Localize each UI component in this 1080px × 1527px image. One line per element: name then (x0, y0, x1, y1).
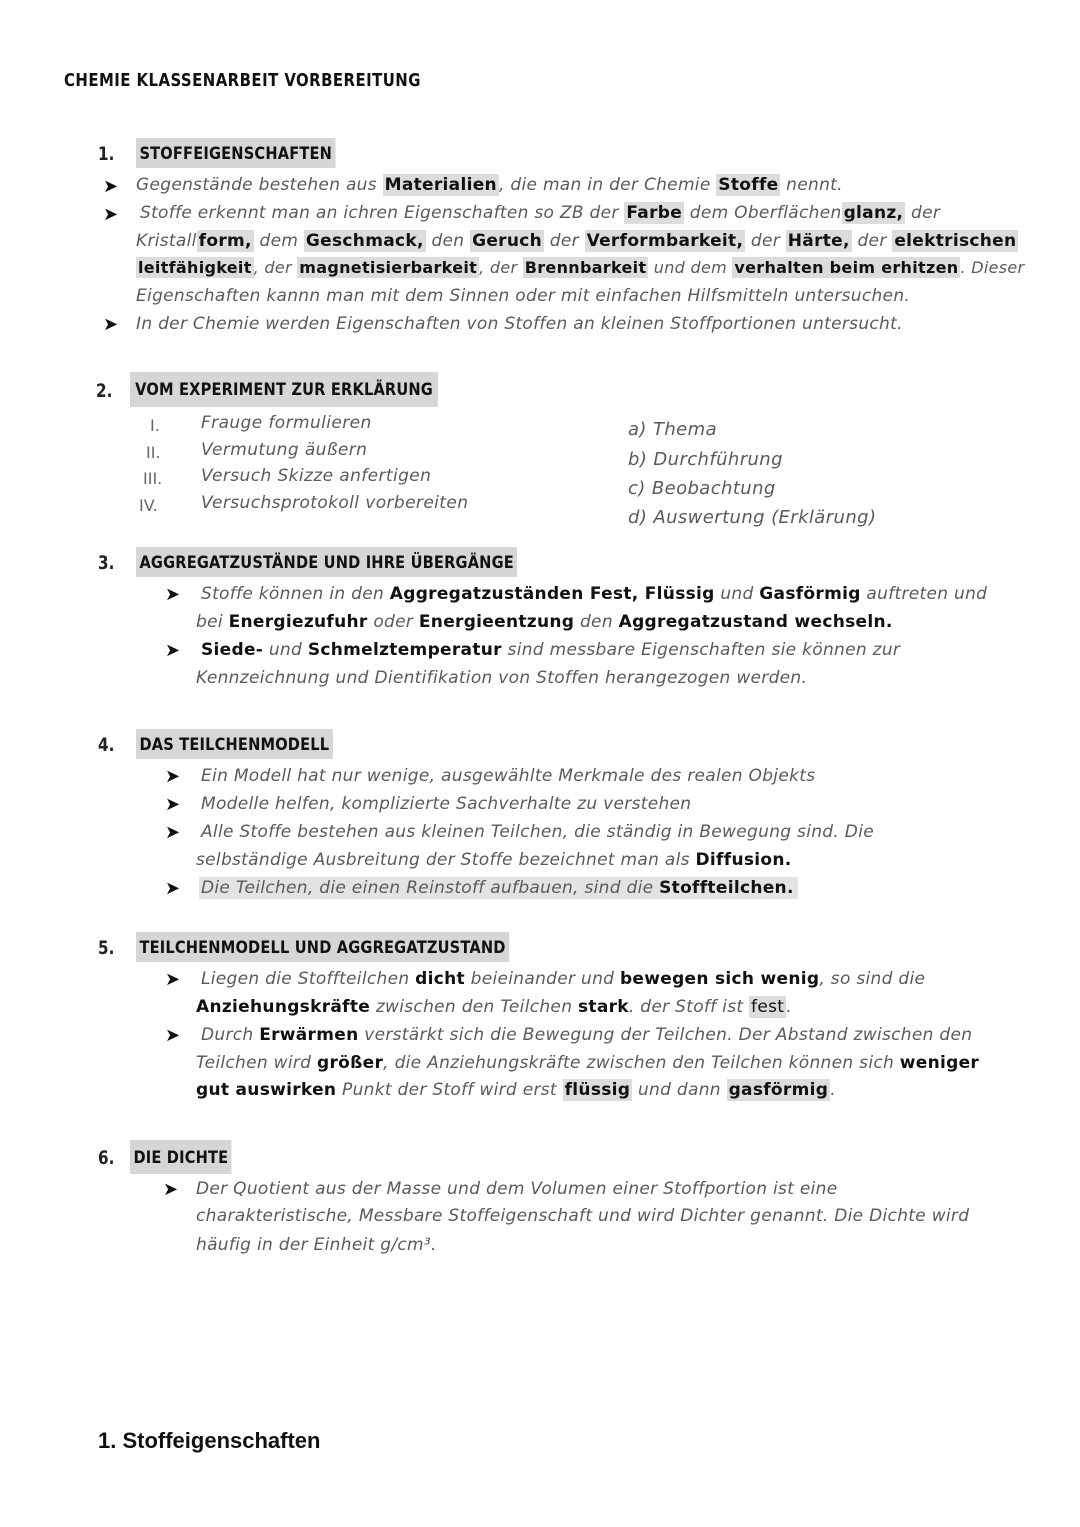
highlighted-text-line: Die Teilchen, die einen Reinstoff aufbauen, sind die Stoffteilchen. (199, 877, 798, 899)
bullet-arrow-icon: ➤ (165, 584, 181, 605)
bullet-arrow-icon: ➤ (165, 878, 181, 899)
text-line: Modelle helfen, komplizierte Sachverhalte zu verstehen (201, 794, 692, 814)
section-number: 5. (98, 937, 115, 959)
bullet-arrow-icon: ➤ (165, 822, 181, 843)
text-line: leitfähigkeit , der magnetisierbarkeit , der Brennbarkeit und dem verhalten beim erhitzen . Dieser (138, 258, 1025, 277)
text-line: Eigenschaften kannn man mit dem Sinnen oder mit einfachen Hilfsmitteln untersuchen. (136, 286, 911, 306)
list-number: II. (146, 443, 161, 462)
section-title: DAS TEILCHENMODELL (136, 729, 333, 759)
bullet-arrow-icon: ➤ (165, 766, 181, 787)
text-line: Kennzeichnung und Dientifikation von Stoffen herangezogen werden. (196, 668, 808, 688)
list-number: IV. (139, 496, 158, 515)
list-item: Frauge formulieren (201, 413, 372, 433)
text-line: Liegen die Stoffteilchen dicht beieinander und bewegen sich wenig, so sind die (201, 969, 926, 989)
text-line: In der Chemie werden Eigenschaften von Stoffen an kleinen Stoffportionen untersucht. (136, 314, 903, 334)
section-title: VOM EXPERIMENT ZUR ERKLÄRUNG (130, 372, 438, 407)
list-item: d) Auswertung (Erklärung) (628, 507, 877, 528)
text-line: häufig in der Einheit g/cm³. (196, 1235, 437, 1255)
list-item: b) Durchführung (628, 449, 783, 470)
bullet-arrow-icon: ➤ (103, 176, 119, 197)
section-number: 2. (96, 380, 113, 402)
section-title: DIE DICHTE (130, 1140, 232, 1174)
text-line: Ein Modell hat nur wenige, ausgewählte Merkmale des realen Objekts (201, 766, 816, 786)
bullet-arrow-icon: ➤ (165, 794, 181, 815)
text-line: Teilchen wird größer, die Anziehungskräfte zwischen den Teilchen können sich weniger (196, 1053, 980, 1073)
text-line: gut auswirken Punkt der Stoff wird erst flüssig und dann gasförmig . (196, 1080, 836, 1100)
text-line: charakteristische, Messbare Stoffeigenschaft und wird Dichter genannt. Die Dichte wird (196, 1206, 970, 1226)
bullet-arrow-icon: ➤ (165, 1025, 181, 1046)
text-line: Siede- und Schmelztemperatur sind messbare Eigenschaften sie können zur (201, 640, 901, 660)
text-line: Alle Stoffe bestehen aus kleinen Teilchen, die ständig in Bewegung sind. Die (201, 822, 874, 842)
list-number: I. (150, 416, 160, 435)
bullet-arrow-icon: ➤ (103, 204, 119, 225)
text-line: Durch Erwärmen verstärkt sich die Bewegung der Teilchen. Der Abstand zwischen den (201, 1025, 973, 1045)
bullet-arrow-icon: ➤ (103, 314, 119, 335)
section-title: AGGREGATZUSTÄNDE UND IHRE ÜBERGÄNGE (136, 547, 517, 577)
list-item: Versuch Skizze anfertigen (201, 466, 432, 486)
text-line: bei Energiezufuhr oder Energieentzung den Aggregatzustand wechseln. (196, 612, 893, 632)
list-item: Vermutung äußern (201, 440, 368, 460)
section-number: 6. (98, 1147, 115, 1169)
list-item: Versuchsprotokoll vorbereiten (201, 493, 469, 513)
list-item: a) Thema (628, 419, 718, 440)
list-number: III. (143, 469, 163, 488)
section-title: STOFFEIGENSCHAFTEN (136, 138, 336, 168)
text-line: Anziehungskräfte zwischen den Teilchen stark. der Stoff ist fest . (196, 997, 792, 1017)
text-line: Stoffe können in den Aggregatzuständen Fest, Flüssig und Gasförmig auftreten und (201, 584, 988, 604)
list-item: c) Beobachtung (628, 478, 776, 499)
section-number: 3. (98, 552, 115, 574)
text-line: Der Quotient aus der Masse und dem Volumen einer Stoffportion ist eine (196, 1179, 838, 1199)
bullet-arrow-icon: ➤ (163, 1179, 179, 1200)
page-title: CHEMIE KLASSENARBEIT VORBEREITUNG (64, 70, 421, 91)
section-number: 1. (98, 143, 115, 165)
bullet-arrow-icon: ➤ (165, 969, 181, 990)
text-line: Gegenstände bestehen aus Materialien , die man in der Chemie Stoffe nennt. (136, 175, 843, 195)
text-line: Stoffe erkennt man an ichren Eigenschaften so ZB der Farbe dem Oberflächen glanz, der (140, 203, 941, 223)
text-line: Kristall form, dem Geschmack, den Geruch der Verformbarkeit, der Härte, der elektrischen (136, 231, 1017, 251)
section-number: 4. (98, 734, 115, 756)
next-page-heading: 1. Stoffeigenschaften (98, 1428, 321, 1453)
text-line: selbständige Ausbreitung der Stoffe bezeichnet man als Diffusion. (196, 850, 792, 870)
bullet-arrow-icon: ➤ (165, 640, 181, 661)
section-title: TEILCHENMODELL UND AGGREGATZUSTAND (136, 932, 509, 962)
